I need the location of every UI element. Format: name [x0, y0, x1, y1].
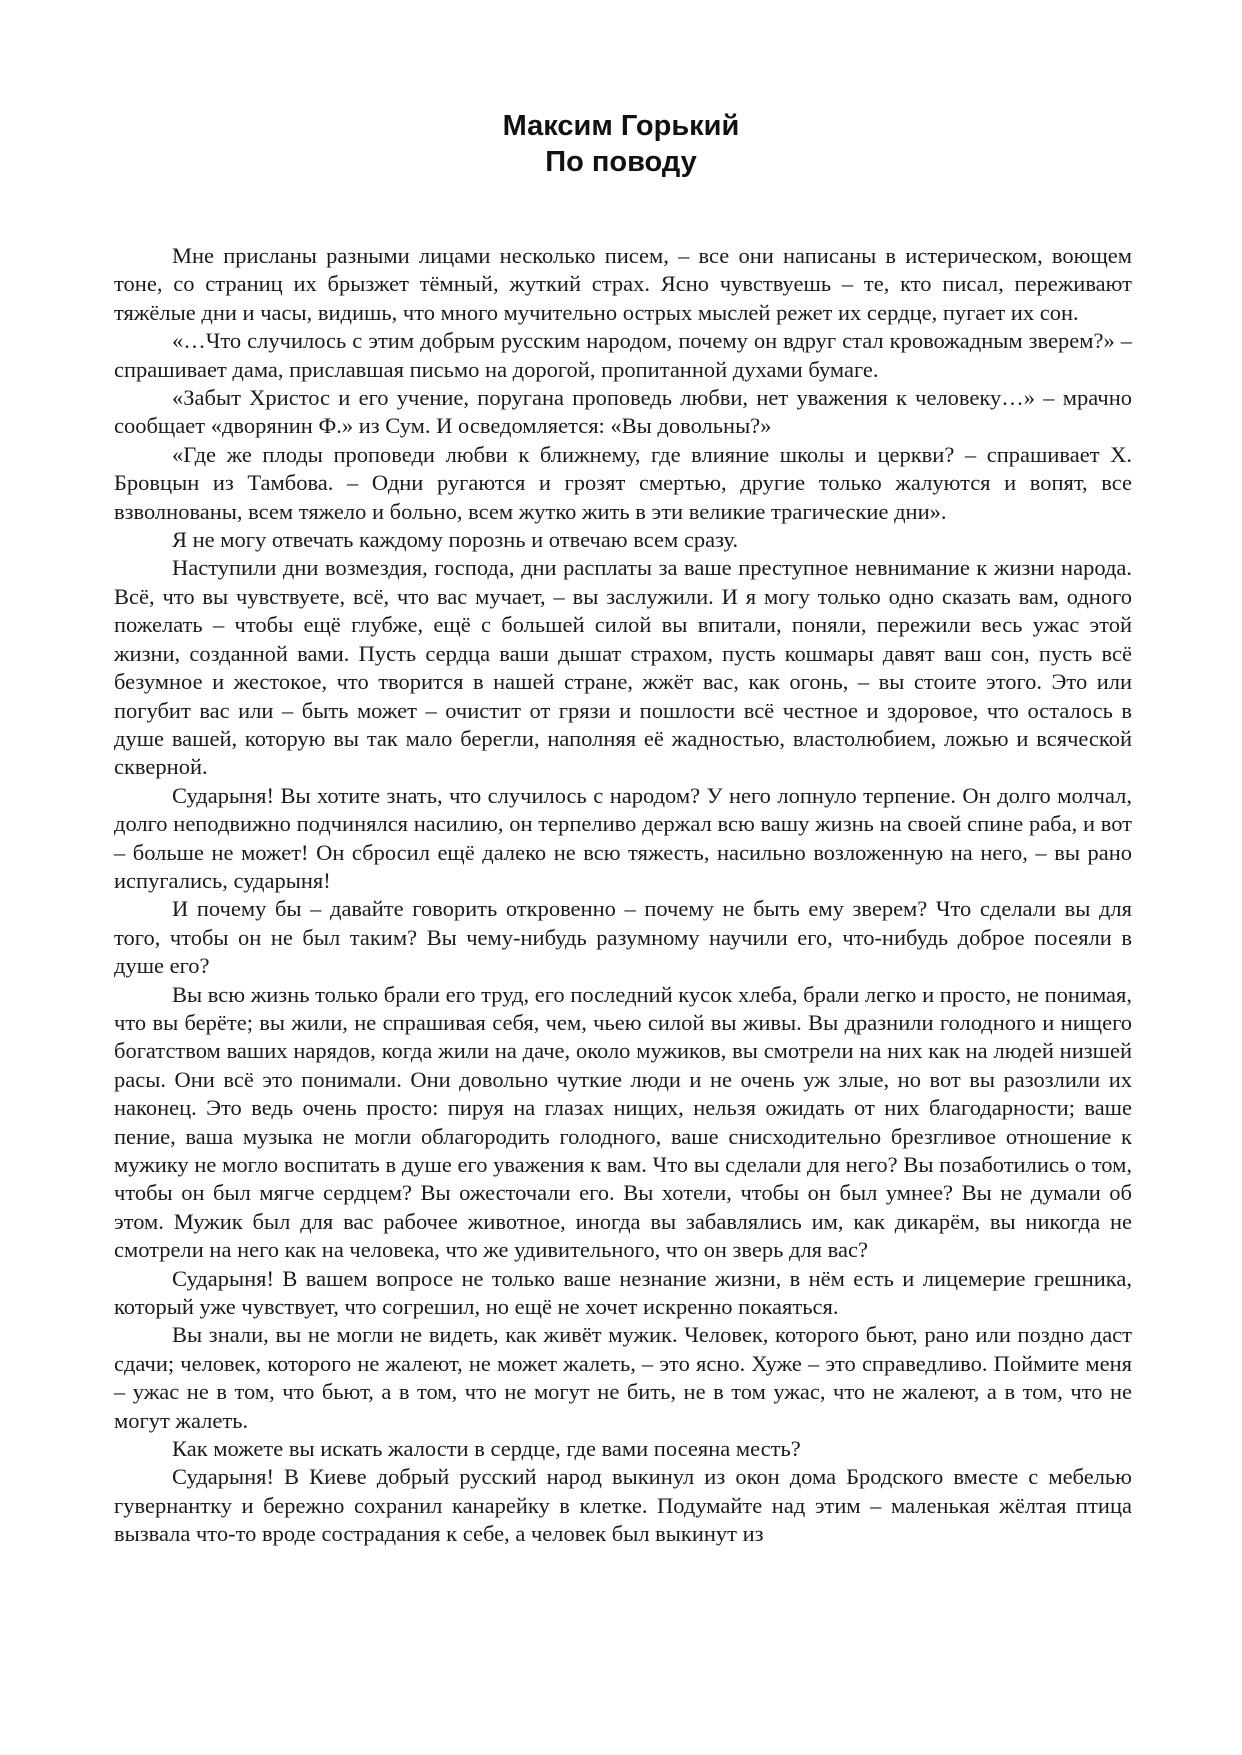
paragraph: «…Что случилось с этим добрым русским народом, почему он вдруг стал кровожадным зверем?» – спрашивает дама, приславшая письмо на дорогой, пропитанной духами бумаге. [114, 328, 1132, 382]
paragraph: Мне присланы разными лицами несколько писем, – все они написаны в истерическом, воющем тоне, со страниц их брызжет тёмный, жуткий страх. Ясно чувствуешь – те, кто писал, переживают тяжёлые дни и часы, видишь, что много мучительно острых мыслей режет их сердце, пугает их сон. [114, 243, 1132, 325]
document-title: По поводу [545, 146, 697, 178]
paragraph: Сударыня! В вашем вопросе не только ваше незнание жизни, в нём есть и лицемерие грешника, который уже чувствует, что согрешил, но ещё не хочет искренно покаяться. [114, 1265, 1132, 1320]
author-name: Максим Горький [502, 110, 740, 142]
paragraph: Сударыня! Вы хотите знать, что случилось с народом? У него лопнуло терпение. Он долго молчал, долго неподвижно подчинялся насилию, он терпеливо держал всю вашу жизнь на своей спине раба, и вот – больше не может! Он сбросил ещё далеко не всю тяжесть, насильно возложенную на него, – вы рано испугались, сударыня! [114, 782, 1132, 893]
paragraph: Вы знали, вы не могли не видеть, как живёт мужик. Человек, которого бьют, рано или поздно даст сдачи; человек, которого не жалеют, не может жалеть, – это ясно. Хуже – это справедливо. Поймите меня – ужас не в том, что бьют, а в том, что не могут не бить, не в том ужас, что не жалеют, а в том, что не могут жалеть. [114, 1322, 1132, 1433]
document-body [114, 242, 1132, 1549]
paragraph: Сударыня! В Киеве добрый русский народ выкинул из окон дома Бродского вместе с мебелью гувернантку и бережно сохранил канарейку в клетке. Подумайте над этим – маленькая жёлтая птица вызвала что-то вроде сострадания к себе, а человек был выкинут из [114, 1464, 1132, 1547]
paragraph: Наступили дни возмездия, господа, дни расплаты за ваше преступное невнимание к жизни народа. Всё, что вы чувствуете, всё, что вас мучает, – вы заслужили. И я могу только одно сказать вам, одного пожелать – чтобы ещё глубже, ещё с большей силой вы впитали, поняли, пережили весь ужас этой жизни, созданной вами. Пусть сердца ваши дышат страхом, пусть кошмары давят ваш сон, пусть всё безумное и жестокое, что творится в нашей стране, жжёт вас, как огонь, – вы стоите этого. Это или погубит вас или – быть может – очистит от грязи и пошлости всё честное и здоровое, что осталось в душе вашей, которую вы так мало берегли, наполняя её жадностью, властолюбием, ложью и всяческой скверной. [114, 555, 1132, 780]
paragraph: Вы всю жизнь только брали его труд, его последний кусок хлеба, брали легко и просто, не понимая, что вы берёте; вы жили, не спрашивая себя, чем, чьею силой вы живы. Вы дразнили голодного и нищего богатством ваших нарядов, когда жили на даче, около мужиков, вы смотрели на них как на людей низшей расы. Они всё это понимали. Они довольно чуткие люди и не очень уж злые, но вот вы разозлили их наконец. Это ведь очень просто: пируя на глазах нищих, нельзя ожидать от них благодарности; ваше пение, ваша музыка не могли облагородить голодного, ваше снисходительно брезгливое отношение к мужику не могло воспитать в душе его уважения к вам. Что вы сделали для него? Вы позаботились о том, чтобы он был мягче сердцем? Вы ожесточали его. Вы хотели, чтобы он был умнее? Вы не думали об этом. Мужик был для вас рабочее животное, иногда вы забавлялись им, как дикарём, вы никогда не смотрели на него как на человека, что же удивительного, что он зверь для вас? [114, 981, 1132, 1263]
paragraph: «Где же плоды проповеди любви к ближнему, где влияние школы и церкви? – спрашивает Х. Бровцын из Тамбова. – Одни ругаются и грозят смертью, другие только жалуются и вопят, все взволнованы, всем тяжело и больно, всем жутко жить в эти великие трагические дни». [114, 441, 1132, 524]
paragraph: Я не могу отвечать каждому порознь и отвечаю всем сразу. [172, 527, 739, 553]
paragraph: И почему бы – давайте говорить откровенно – почему не быть ему зверем? Что сделали вы для того, чтобы он не был таким? Вы чему-нибудь разумному научили его, что-нибудь доброе посеяли в душе его? [114, 896, 1132, 979]
document-header [0, 108, 1242, 180]
paragraph: Как можете вы искать жалости в сердце, где вами посеяна месть? [172, 1436, 801, 1462]
paragraph: «Забыт Христос и его учение, поругана проповедь любви, нет уважения к человеку…» – мрачно сообщает «дворянин Ф.» из Сум. И осведомляется: «Вы довольны?» [114, 385, 1132, 439]
